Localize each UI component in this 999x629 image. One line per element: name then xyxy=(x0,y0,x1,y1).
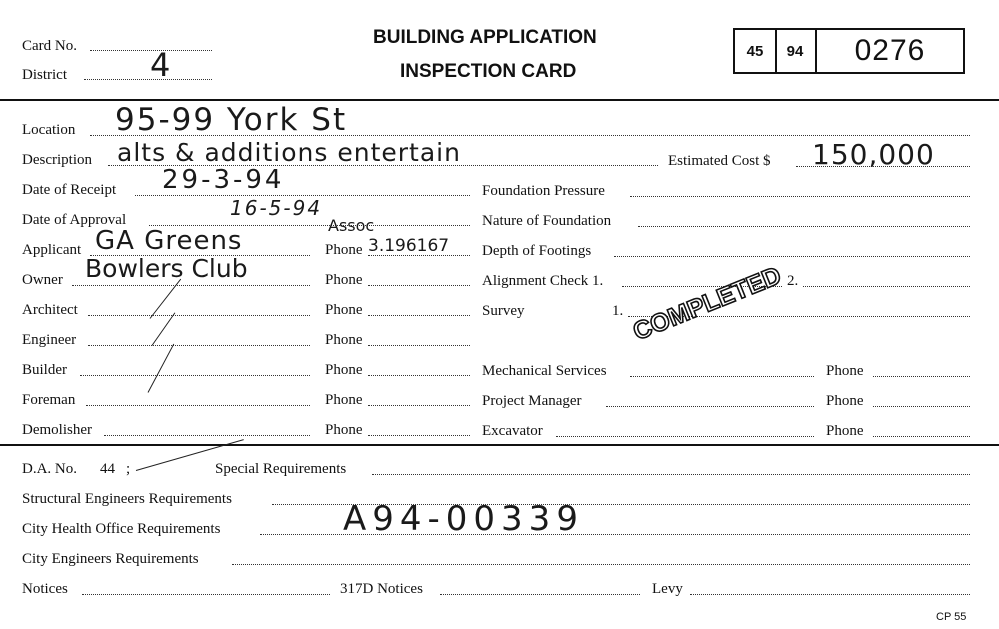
applicant-phone-label: Phone xyxy=(325,242,363,258)
da-no-label: D.A. No. xyxy=(22,461,77,477)
project-manager-phone-field[interactable] xyxy=(873,406,970,407)
foundation-pressure-field[interactable] xyxy=(630,196,970,197)
card-number-box xyxy=(733,28,965,74)
owner-phone-field[interactable] xyxy=(368,285,470,286)
city-engineers-field[interactable] xyxy=(232,564,970,565)
mechanical-services-field[interactable] xyxy=(630,376,814,377)
excavator-phone-label: Phone xyxy=(826,423,864,439)
date-receipt-value: 29-3-94 xyxy=(162,165,285,195)
owner-field[interactable] xyxy=(72,285,310,286)
project-manager-phone-label: Phone xyxy=(826,393,864,409)
builder-label: Builder xyxy=(22,362,67,378)
engineer-slash-mark xyxy=(152,312,176,345)
alignment-check-2-label: 2. xyxy=(787,273,799,289)
engineer-label: Engineer xyxy=(22,332,77,348)
applicant-phone-note: Assoc xyxy=(328,216,375,235)
da-no-separator: ; xyxy=(126,461,131,477)
completed-stamp: COMPLETED xyxy=(629,261,786,347)
engineer-phone-field[interactable] xyxy=(368,345,470,346)
mechanical-services-label: Mechanical Services xyxy=(482,363,607,379)
nature-foundation-field[interactable] xyxy=(638,226,970,227)
excavator-label: Excavator xyxy=(482,423,543,439)
number-cell-1: 45 xyxy=(735,30,777,72)
date-approval-value: 16-5-94 xyxy=(230,196,323,220)
demolisher-phone-label: Phone xyxy=(325,422,363,438)
engineer-field[interactable] xyxy=(88,345,310,346)
notices-317d-field[interactable] xyxy=(440,594,640,595)
builder-slash-mark xyxy=(148,344,175,393)
section-divider xyxy=(0,444,999,446)
foreman-phone-field[interactable] xyxy=(368,405,470,406)
survey-1-label: 1. xyxy=(612,303,624,319)
number-cell-2: 94 xyxy=(775,30,817,72)
alignment-check-2-field[interactable] xyxy=(803,286,970,287)
form-code: CP 55 xyxy=(936,611,967,623)
applicant-value: GA Greens xyxy=(95,226,243,256)
card-number: 0276 xyxy=(854,34,926,67)
special-requirements-field[interactable] xyxy=(372,474,970,475)
foreman-field[interactable] xyxy=(86,405,310,406)
notices-label: Notices xyxy=(22,581,68,597)
architect-phone-field[interactable] xyxy=(368,315,470,316)
mechanical-phone-field[interactable] xyxy=(873,376,970,377)
project-manager-label: Project Manager xyxy=(482,393,582,409)
description-label: Description xyxy=(22,152,92,168)
builder-phone-label: Phone xyxy=(325,362,363,378)
header-divider xyxy=(0,99,999,101)
architect-field[interactable] xyxy=(88,315,310,316)
location-label: Location xyxy=(22,122,76,138)
estimated-cost-value: 150,000 xyxy=(812,138,935,171)
owner-label: Owner xyxy=(22,272,63,288)
estimated-cost-label: Estimated Cost $ xyxy=(668,153,771,169)
builder-phone-field[interactable] xyxy=(368,375,470,376)
excavator-phone-field[interactable] xyxy=(873,436,970,437)
foundation-pressure-label: Foundation Pressure xyxy=(482,183,605,199)
engineer-phone-label: Phone xyxy=(325,332,363,348)
foreman-label: Foreman xyxy=(22,392,76,408)
foreman-phone-label: Phone xyxy=(325,392,363,408)
alignment-check-label: Alignment Check 1. xyxy=(482,273,604,289)
demolisher-field[interactable] xyxy=(104,435,310,436)
district-value: 4 xyxy=(150,46,171,84)
depth-footings-label: Depth of Footings xyxy=(482,243,592,259)
depth-footings-field[interactable] xyxy=(614,256,970,257)
architect-phone-label: Phone xyxy=(325,302,363,318)
mechanical-phone-label: Phone xyxy=(826,363,864,379)
district-field[interactable] xyxy=(84,79,212,80)
owner-phone-label: Phone xyxy=(325,272,363,288)
district-label: District xyxy=(22,67,67,83)
applicant-label: Applicant xyxy=(22,242,82,258)
demolisher-label: Demolisher xyxy=(22,422,92,438)
da-no-value: 44 xyxy=(100,461,115,477)
date-receipt-label: Date of Receipt xyxy=(22,182,117,198)
applicant-phone-value: 3.196167 xyxy=(368,236,450,256)
structural-engineers-label: Structural Engineers Requirements xyxy=(22,491,232,507)
architect-label: Architect xyxy=(22,302,78,318)
owner-value: Bowlers Club xyxy=(85,254,248,283)
survey-label: Survey xyxy=(482,303,525,319)
date-approval-label: Date of Approval xyxy=(22,212,127,228)
levy-field[interactable] xyxy=(690,594,970,595)
project-manager-field[interactable] xyxy=(606,406,814,407)
city-engineers-label: City Engineers Requirements xyxy=(22,551,199,567)
city-health-label: City Health Office Requirements xyxy=(22,521,221,537)
nature-foundation-label: Nature of Foundation xyxy=(482,213,612,229)
notices-field[interactable] xyxy=(82,594,330,595)
title-line2: INSPECTION CARD xyxy=(400,61,577,82)
notices-317d-label: 317D Notices xyxy=(340,581,423,597)
demolisher-phone-field[interactable] xyxy=(368,435,470,436)
city-health-value: A94-00339 xyxy=(343,499,584,539)
builder-field[interactable] xyxy=(80,375,310,376)
card-no-label: Card No. xyxy=(22,38,77,54)
levy-label: Levy xyxy=(652,581,683,597)
excavator-field[interactable] xyxy=(556,436,814,437)
title-line1: BUILDING APPLICATION xyxy=(373,27,597,48)
special-requirements-label: Special Requirements xyxy=(215,461,347,477)
location-value: 95-99 York St xyxy=(115,102,348,138)
description-value: alts & additions entertain xyxy=(117,138,461,167)
